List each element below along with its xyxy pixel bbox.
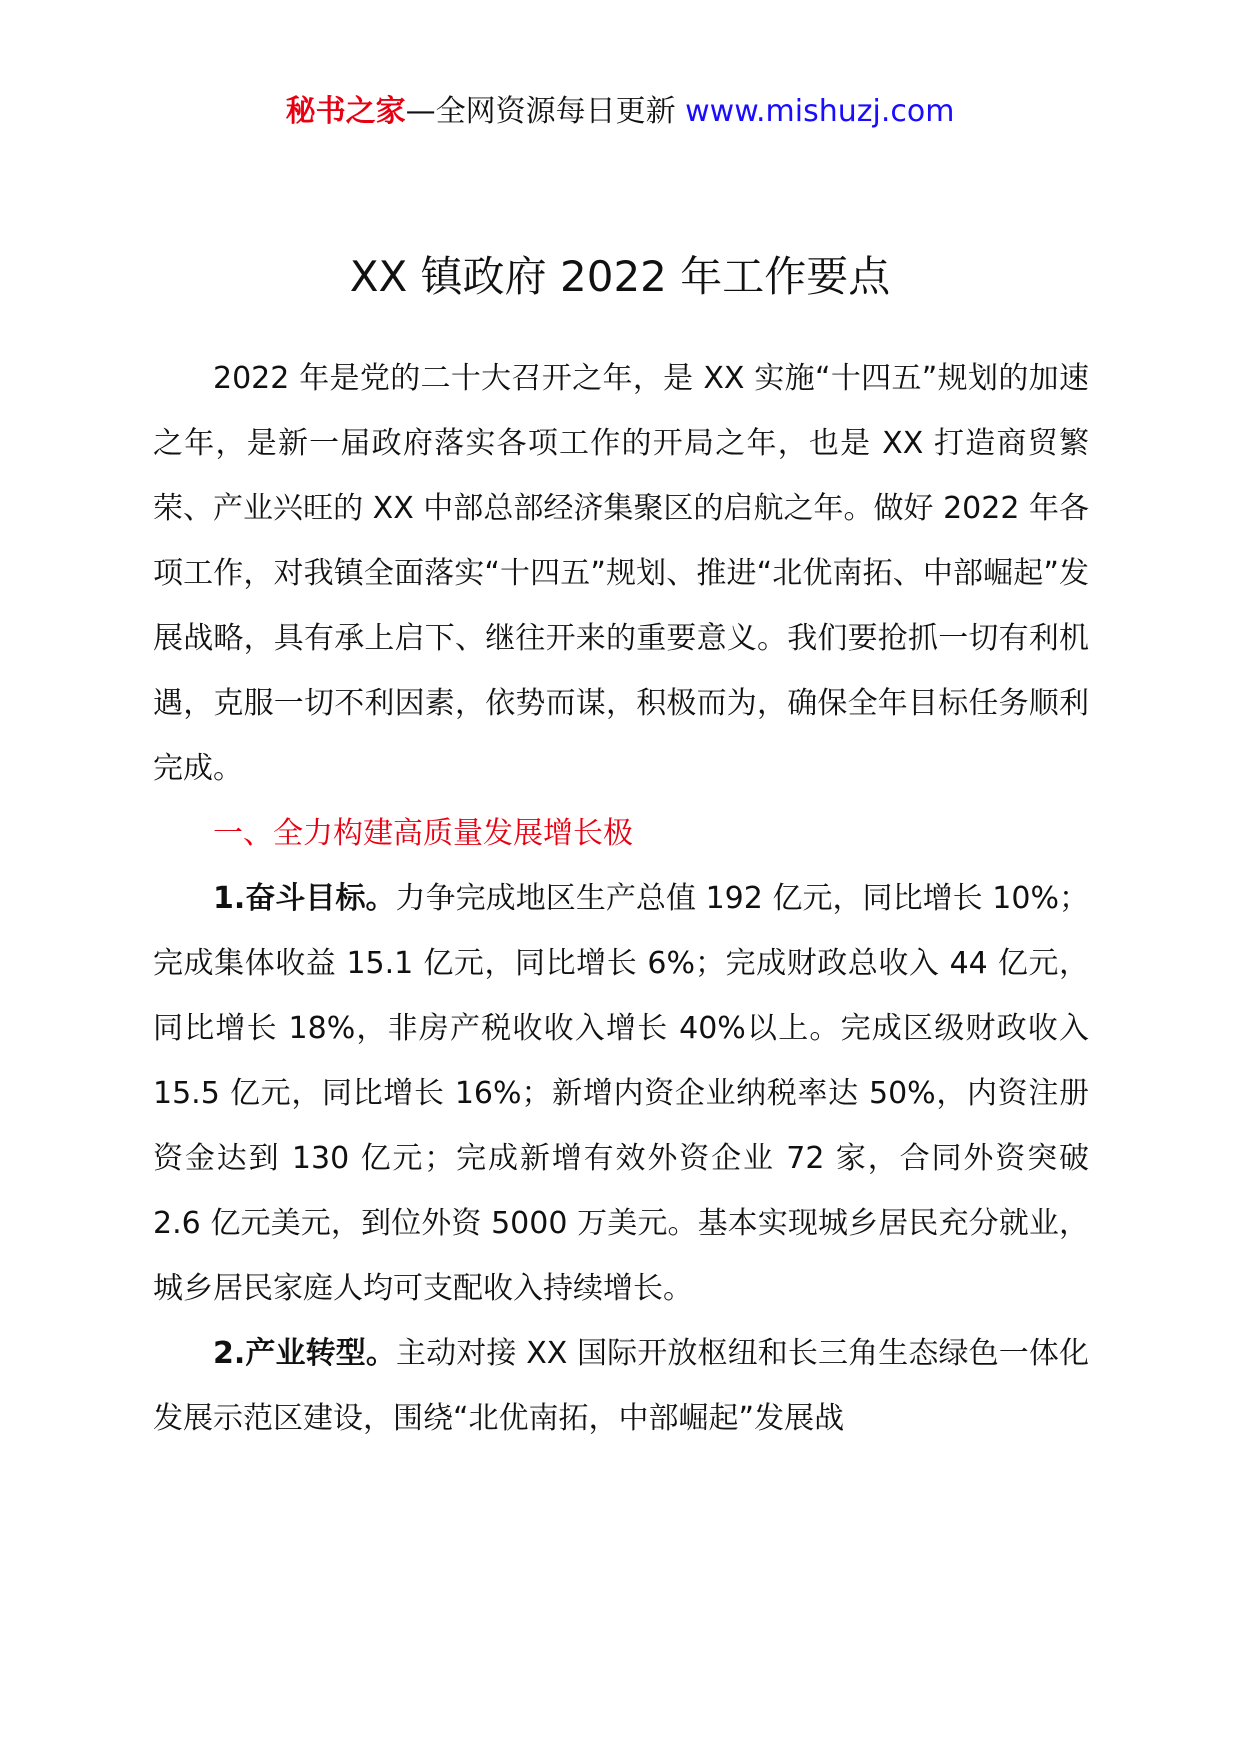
site-url-link[interactable]: www.mishuzj.com (685, 94, 955, 129)
site-header (0, 92, 1240, 132)
intro-paragraph: 2022 年是党的二十大召开之年，是 XX 实施“十四五”规划的加速之年，是新一届政府落实各项工作的开局之年，也是 XX 打造商贸繁荣、产业兴旺的 XX 中部总部经济集聚区的启航之年。做好 2022 年各项工作，对我镇全面落实“十四五”规划、推进“北优南拓、中部崛起”发展战略，具有承上启下、继往开来的重要意义。我们要抢抓一切有利机遇，克服一切不利因素，依势而谋，积极而为，确保全年目标任务顺利完成。 (153, 361, 1089, 786)
document-body (153, 346, 1089, 1451)
item-paragraph-industry (153, 1321, 1089, 1451)
item-text-industry: 主动对接 XX 国际开放枢纽和长三角生态绿色一体化发展示范区建设，围绕“北优南拓，中部崛起”发展战 (153, 1336, 1089, 1436)
item-heading-goals: 1.奋斗目标。 (213, 881, 396, 916)
item-text-goals: 力争完成地区生产总值 192 亿元，同比增长 10%；完成集体收益 15.1 亿元，同比增长 6%；完成财政总收入 44 亿元，同比增长 18%，非房产税收收入增长 40%以上。完成区级财政收入 15.5 亿元，同比增长 16%；新增内资企业纳税率达 50%，内资注册资金达到 130 亿元；完成新增有效外资企业 72 家，合同外资突破 2.6 亿元美元，到位外资 5000 万美元。基本实现城乡居民充分就业，城乡居民家庭人均可支配收入持续增长。 (153, 881, 1089, 1306)
brand-name: 秘书之家 (285, 94, 406, 129)
section-heading: 一、全力构建高质量发展增长极 (213, 816, 633, 851)
document-title: XX 镇政府 2022 年工作要点 (349, 252, 891, 301)
header-tagline: —全网资源每日更新 (405, 94, 686, 129)
item-paragraph-goals (153, 866, 1089, 1321)
item-heading-industry: 2.产业转型。 (213, 1336, 397, 1371)
